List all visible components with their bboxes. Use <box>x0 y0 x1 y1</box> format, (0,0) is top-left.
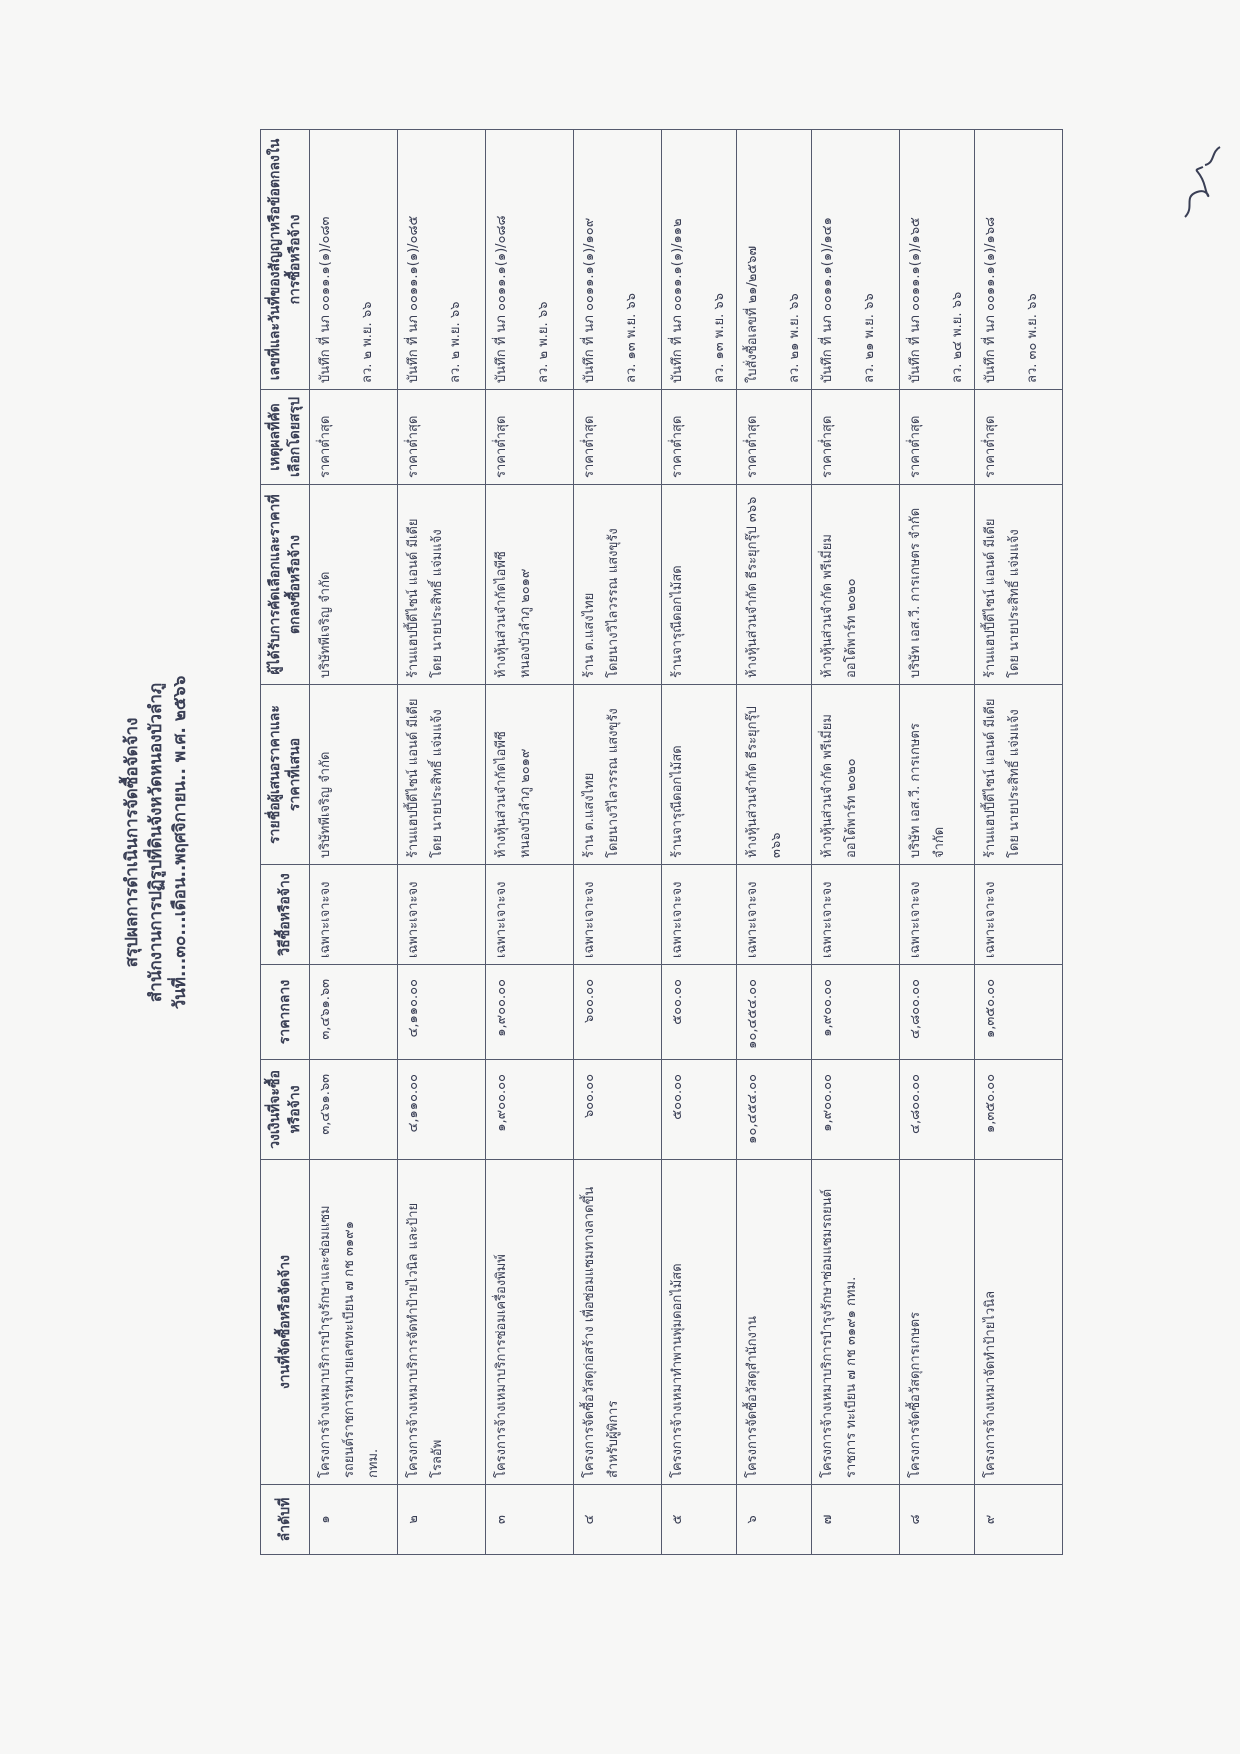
table-row <box>486 130 574 1555</box>
winner-cell-line: โดย นายประสิทธิ์ แจ่มแจ้ง <box>1007 529 1022 678</box>
reason-cell: ราคาต่ำสุด <box>737 390 812 485</box>
col-header: ราคากลาง <box>261 965 310 1060</box>
winner-cell-line: โดยนางวิไลวรรณ แสงขุรัง <box>606 528 621 678</box>
task-cell-line: โครงการจัดซื้อวัสดุก่อสร้าง เพื่อซ่อมแซมทางลาดขึ้น <box>582 1186 597 1478</box>
task-cell <box>574 1160 662 1485</box>
contract-cell <box>900 130 975 390</box>
task-cell-line: โครงการจัดซื้อวัสดุสำนักงาน <box>745 1315 760 1478</box>
budget-cell: ๕๐๐.๐๐ <box>662 1060 737 1160</box>
task-cell <box>310 1160 398 1485</box>
method-cell: เฉพาะเจาะจง <box>737 865 812 965</box>
task-cell-line: โครงการจ้างเหมาบริการบำรุงรักษาซ่อมแซมรถยนต์ <box>820 1188 835 1478</box>
bidders-cell <box>486 685 574 865</box>
task-cell-line: ราชการ ทะเบียน ๗ กช ๓๑๙๑ กทม. <box>844 1276 859 1478</box>
contract-cell-line: บันทึก ที่ นภ ๐๐๑๑.๑(๑)/๑๐๙ <box>582 217 597 383</box>
winner-cell <box>900 485 975 685</box>
task-cell <box>812 1160 900 1485</box>
budget-cell: ๑๐,๔๕๔.๐๐ <box>737 1060 812 1160</box>
contract-cell-line: บันทึก ที่ นภ ๐๐๑๑.๑(๑)/๑๑๒ <box>670 218 685 383</box>
table-row <box>662 130 737 1555</box>
bidders-cell-line: บริษัท เอส.วี. การเกษตร จำกัด <box>908 723 947 858</box>
row-number: ๙ <box>975 1485 1063 1555</box>
bidders-cell-line: ร้าน ต.แสงไทย <box>582 772 597 858</box>
median-price-cell: ๑,๙๐๐.๐๐ <box>812 965 900 1060</box>
contract-cell-line: ลว. ๒ พ.ย. ๖๖ <box>536 301 551 383</box>
table-header-row <box>261 130 310 1555</box>
budget-cell: ๑,๙๐๐.๐๐ <box>812 1060 900 1160</box>
task-cell-line: รถยนต์ราชการหมายเลขทะเบียน ๗ กช ๓๑๙๑ <box>342 1221 357 1478</box>
winner-cell <box>574 485 662 685</box>
bidders-cell-line: โดยนางวิไลวรรณ แสงขุรัง <box>606 708 621 858</box>
col-header: งานที่จัดซื้อหรือจัดจ้าง <box>261 1160 310 1485</box>
budget-cell: ๑,๓๕๐.๐๐ <box>975 1060 1063 1160</box>
table-row <box>574 130 662 1555</box>
col-header: เหตุผลที่คัดเลือกโดยสรุป <box>261 390 310 485</box>
winner-cell-line: ออโต้พาร์ท ๒๐๒๐ <box>844 578 859 678</box>
median-price-cell: ๕๐๐.๐๐ <box>662 965 737 1060</box>
winner-cell-line: หนองบัวลำภู ๒๐๑๙ <box>518 568 533 678</box>
reason-cell: ราคาต่ำสุด <box>662 390 737 485</box>
winner-cell <box>975 485 1063 685</box>
task-cell <box>975 1160 1063 1485</box>
method-cell: เฉพาะเจาะจง <box>486 865 574 965</box>
task-cell-line: โครงการจ้างเหมาจัดทำป้ายไวนิล <box>983 1290 998 1478</box>
contract-cell-line: ใบสั่งซื้อเลขที่ ๒๑/๒๕๖๗ <box>745 245 760 383</box>
bidders-cell <box>812 685 900 865</box>
method-cell: เฉพาะเจาะจง <box>398 865 486 965</box>
contract-cell-line: ลว. ๑๓ พ.ย. ๖๖ <box>624 293 639 383</box>
contract-cell-line: บันทึก ที่ นภ ๐๐๑๑.๑(๑)/๐๘๘ <box>494 215 509 383</box>
task-cell <box>662 1160 737 1485</box>
median-price-cell: ๑๐,๔๕๔.๐๐ <box>737 965 812 1060</box>
table-row <box>310 130 398 1555</box>
median-price-cell: ๔,๘๐๐.๐๐ <box>900 965 975 1060</box>
task-cell-line: กทม. <box>366 1448 381 1478</box>
reason-cell: ราคาต่ำสุด <box>975 390 1063 485</box>
contract-cell <box>486 130 574 390</box>
winner-cell-line: ห้างหุ้นส่วนจำกัด พรีเมี่ยม <box>820 534 835 678</box>
task-cell-line: สำหรับผู้พิการ <box>606 1400 621 1478</box>
contract-cell-line: ลว. ๓๐ พ.ย. ๖๖ <box>1025 293 1040 383</box>
task-cell-line: โครงการจัดซื้อวัสดุการเกษตร <box>908 1312 923 1478</box>
winner-cell-line: บริษัทพีเจริญ จำกัด <box>318 571 333 678</box>
table-body <box>310 130 1063 1555</box>
winner-cell <box>486 485 574 685</box>
contract-cell <box>310 130 398 390</box>
row-number: ๓ <box>486 1485 574 1555</box>
handwritten-signature <box>1175 137 1230 227</box>
task-cell-line: โครงการจ้างเหมาทำพานพุ่มดอกไม้สด <box>670 1263 685 1478</box>
contract-cell-line: บันทึก ที่ นภ ๐๐๑๑.๑(๑)/๐๘๓ <box>318 216 333 383</box>
bidders-cell <box>662 685 737 865</box>
contract-cell-line: บันทึก ที่ นภ ๐๐๑๑.๑(๑)/๐๘๕ <box>406 215 421 383</box>
task-cell-line: โครงการจ้างเหมาบริการจัดทำป้ายไวนิล และป้าย <box>406 1202 421 1478</box>
winner-cell-line: ร้านจารุณีดอกไม้สด <box>670 565 685 678</box>
contract-cell <box>812 130 900 390</box>
reason-cell: ราคาต่ำสุด <box>574 390 662 485</box>
reason-cell: ราคาต่ำสุด <box>398 390 486 485</box>
bidders-cell-line: ร้านแฮปปี้ดีไซน์ แอนด์ มีเดีย <box>406 698 421 858</box>
bidders-cell-line: ร้านจารุณีดอกไม้สด <box>670 745 685 858</box>
table-row <box>975 130 1063 1555</box>
bidders-cell <box>737 685 812 865</box>
contract-cell-line: บันทึก ที่ นภ ๐๐๑๑.๑(๑)/๑๔๑ <box>820 217 835 383</box>
median-price-cell: ๓,๔๖๑.๖๓ <box>310 965 398 1060</box>
median-price-cell: ๔,๑๑๐.๐๐ <box>398 965 486 1060</box>
row-number: ๕ <box>662 1485 737 1555</box>
contract-cell <box>737 130 812 390</box>
col-header: ผู้ได้รับการคัดเลือกและราคาที่ตกลงซื้อหรือจ้าง <box>261 485 310 685</box>
bidders-cell-line: โดย นายประสิทธิ์ แจ่มแจ้ง <box>1007 709 1022 858</box>
winner-cell-line: ร้านแฮปปี้ดีไซน์ แอนด์ มีเดีย <box>406 518 421 678</box>
budget-cell: ๑,๙๐๐.๐๐ <box>486 1060 574 1160</box>
winner-cell-line: ห้างหุ้นส่วนจำกัด ธีระยุกรุ๊ป ๓๖๖ <box>745 496 760 678</box>
rotated-landscape-content <box>120 130 1110 1555</box>
contract-cell-line: ลว. ๒ พ.ย. ๖๖ <box>448 301 463 383</box>
contract-cell-line: ลว. ๒๑ พ.ย. ๖๖ <box>787 293 802 383</box>
bidders-cell-line: โดย นายประสิทธิ์ แจ่มแจ้ง <box>430 709 445 858</box>
budget-cell: ๔,๑๑๐.๐๐ <box>398 1060 486 1160</box>
winner-cell-line: ร้านแฮปปี้ดีไซน์ แอนด์ มีเดีย <box>983 518 998 678</box>
table-row <box>812 130 900 1555</box>
contract-cell-line: บันทึก ที่ นภ ๐๐๑๑.๑(๑)/๑๖๘ <box>983 216 998 383</box>
winner-cell-line: ห้างหุ้นส่วนจำกัดไอพีซี <box>494 551 509 678</box>
col-header: วงเงินที่จะซื้อหรือจ้าง <box>261 1060 310 1160</box>
row-number: ๘ <box>900 1485 975 1555</box>
contract-cell-line: บันทึก ที่ นภ ๐๐๑๑.๑(๑)/๑๖๕ <box>908 217 923 383</box>
table-row <box>737 130 812 1555</box>
row-number: ๗ <box>812 1485 900 1555</box>
document-header <box>120 130 240 1555</box>
contract-cell <box>574 130 662 390</box>
task-cell-line: โครงการจ้างเหมาบริการบำรุงรักษาและซ่อมแซม <box>318 1205 333 1478</box>
task-cell <box>737 1160 812 1485</box>
task-cell <box>900 1160 975 1485</box>
median-price-cell: ๑,๙๐๐.๐๐ <box>486 965 574 1060</box>
table-row <box>398 130 486 1555</box>
bidders-cell <box>398 685 486 865</box>
task-cell-line: โรลอัพ <box>430 1439 445 1478</box>
method-cell: เฉพาะเจาะจง <box>812 865 900 965</box>
contract-cell-line: ลว. ๒๑ พ.ย. ๖๖ <box>862 293 877 383</box>
winner-cell <box>812 485 900 685</box>
bidders-cell-line: หนองบัวลำภู ๒๐๑๙ <box>518 748 533 858</box>
procurement-table <box>260 129 1063 1555</box>
winner-cell-line: บริษัท เอส.วี. การเกษตร จำกัด <box>908 507 923 678</box>
header-date: วันที่...๓๐...เดือน..พฤศจิกายน.. พ.ศ. ๒๕๖๖ <box>170 675 190 1010</box>
task-cell <box>398 1160 486 1485</box>
table-row <box>900 130 975 1555</box>
col-header: วิธีซื้อหรือจ้าง <box>261 865 310 965</box>
bidders-cell <box>310 685 398 865</box>
row-number: ๖ <box>737 1485 812 1555</box>
budget-cell: ๔,๘๐๐.๐๐ <box>900 1060 975 1160</box>
bidders-cell-line: ร้านแฮปปี้ดีไซน์ แอนด์ มีเดีย <box>983 698 998 858</box>
bidders-cell-line: ห้างหุ้นส่วนจำกัดไอพีซี <box>494 731 509 858</box>
median-price-cell: ๑,๓๕๐.๐๐ <box>975 965 1063 1060</box>
task-cell-line: โครงการจ้างเหมาบริการซ่อมเครื่องพิมพ์ <box>494 1254 509 1478</box>
row-number: ๔ <box>574 1485 662 1555</box>
contract-cell <box>662 130 737 390</box>
method-cell: เฉพาะเจาะจง <box>310 865 398 965</box>
contract-cell <box>398 130 486 390</box>
reason-cell: ราคาต่ำสุด <box>310 390 398 485</box>
reason-cell: ราคาต่ำสุด <box>486 390 574 485</box>
header-office: สำนักงานการปฏิรูปที่ดินจังหวัดหนองบัวลำภู <box>146 682 166 1003</box>
median-price-cell: ๖๐๐.๐๐ <box>574 965 662 1060</box>
reason-cell: ราคาต่ำสุด <box>900 390 975 485</box>
header-title: สรุปผลการดำเนินการจัดซื้อจัดจ้าง <box>122 717 142 968</box>
method-cell: เฉพาะเจาะจง <box>662 865 737 965</box>
winner-cell <box>737 485 812 685</box>
col-header: เลขที่และวันที่ของสัญญาหรือข้อตกลงในการซื้อหรือจ้าง <box>261 130 310 390</box>
budget-cell: ๓,๔๖๑.๖๓ <box>310 1060 398 1160</box>
task-cell <box>486 1160 574 1485</box>
bidders-cell <box>574 685 662 865</box>
contract-cell-line: ลว. ๑๓ พ.ย. ๖๖ <box>712 293 727 383</box>
bidders-cell-line: ห้างหุ้นส่วนจำกัด พรีเมี่ยม <box>820 714 835 858</box>
bidders-cell <box>975 685 1063 865</box>
bidders-cell <box>900 685 975 865</box>
method-cell: เฉพาะเจาะจง <box>900 865 975 965</box>
reason-cell: ราคาต่ำสุด <box>812 390 900 485</box>
budget-cell: ๖๐๐.๐๐ <box>574 1060 662 1160</box>
contract-cell-line: ลว. ๒๔ พ.ย. ๖๖ <box>950 291 965 383</box>
contract-cell <box>975 130 1063 390</box>
winner-cell <box>662 485 737 685</box>
row-number: ๒ <box>398 1485 486 1555</box>
col-header: ลำดับที่ <box>261 1485 310 1555</box>
bidders-cell-line: ออโต้พาร์ท ๒๐๒๐ <box>844 758 859 858</box>
row-number: ๑ <box>310 1485 398 1555</box>
method-cell: เฉพาะเจาะจง <box>975 865 1063 965</box>
winner-cell <box>398 485 486 685</box>
winner-cell-line: ร้าน ต.แสงไทย <box>582 592 597 678</box>
col-header: รายชื่อผู้เสนอราคาและราคาที่เสนอ <box>261 685 310 865</box>
contract-cell-line: ลว. ๒ พ.ย. ๖๖ <box>360 301 375 383</box>
winner-cell-line: โดย นายประสิทธิ์ แจ่มแจ้ง <box>430 529 445 678</box>
method-cell: เฉพาะเจาะจง <box>574 865 662 965</box>
bidders-cell-line: บริษัทพีเจริญ จำกัด <box>318 751 333 858</box>
bidders-cell-line: ห้างหุ้นส่วนจำกัด ธีระยุกรุ๊ป ๓๖๖ <box>745 706 784 858</box>
winner-cell <box>310 485 398 685</box>
